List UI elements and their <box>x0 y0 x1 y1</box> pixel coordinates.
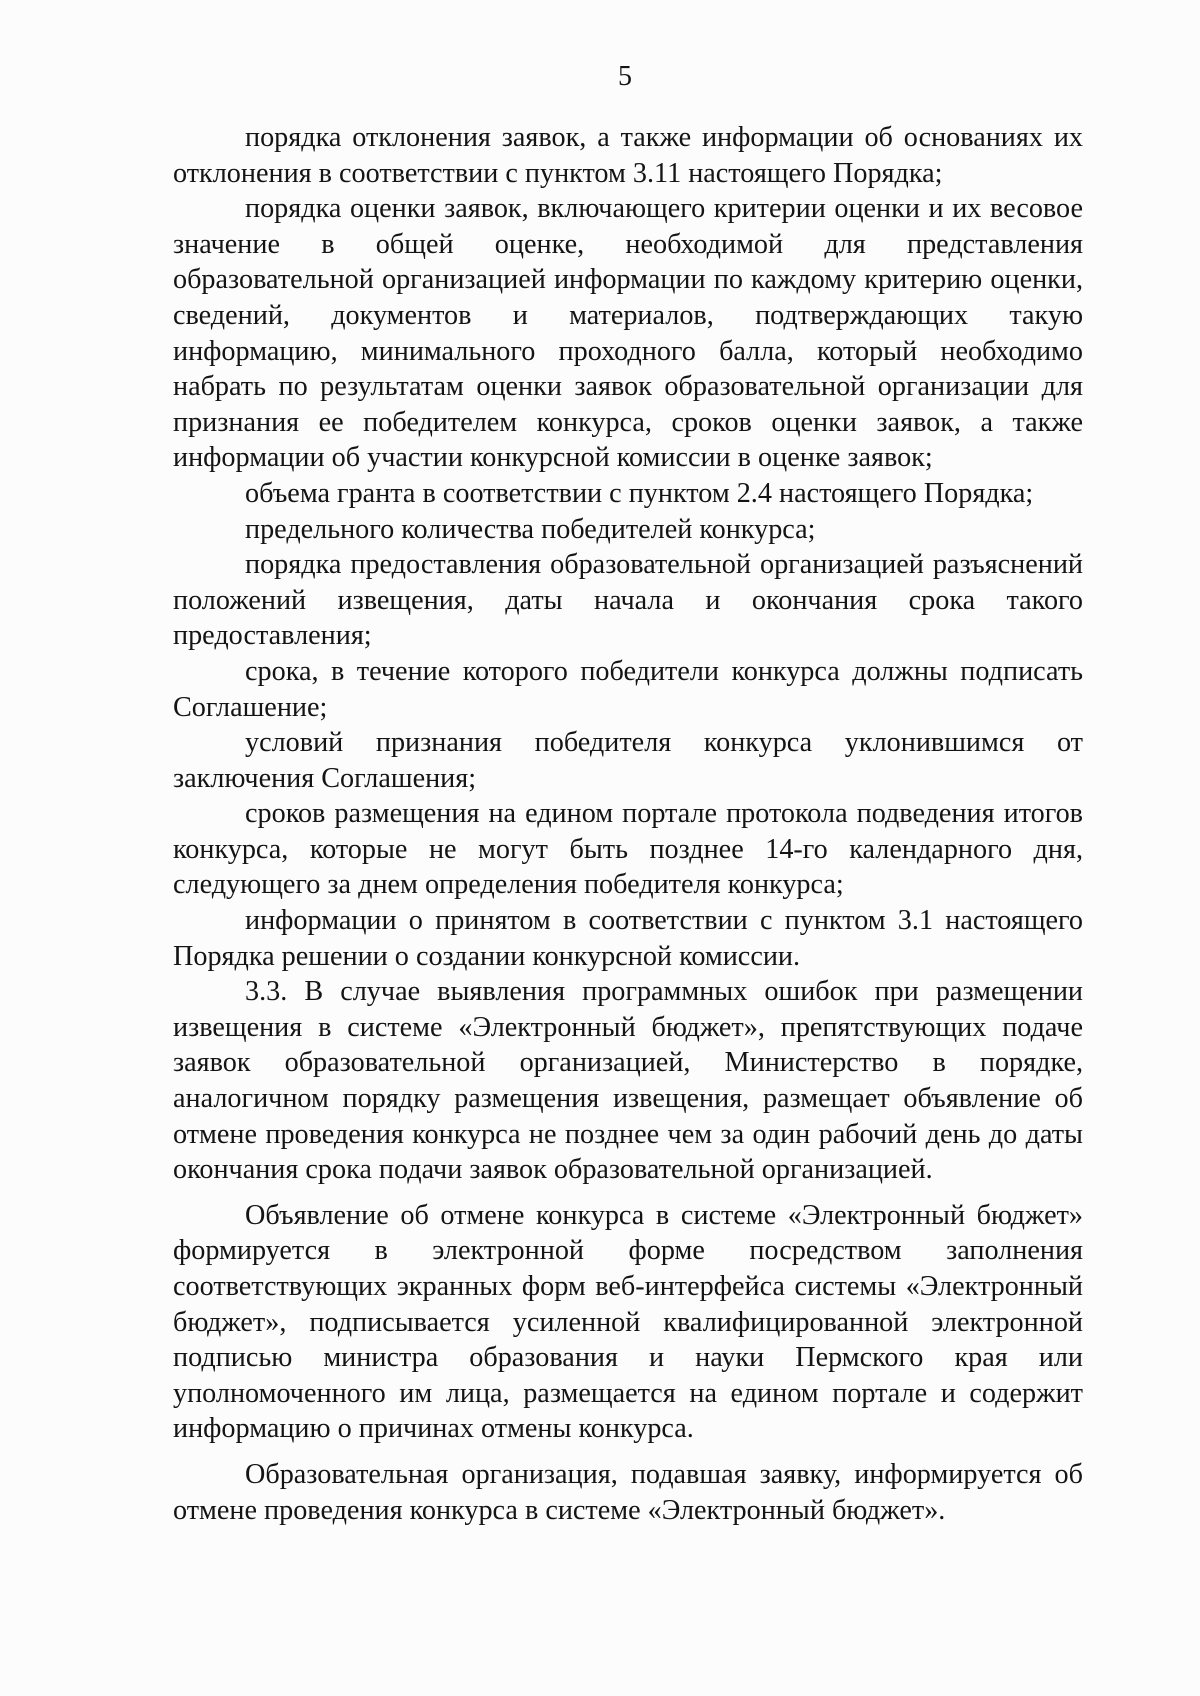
paragraph-evasion-conditions: условий признания победителя конкурса уклонившимся от заключения Соглашения; <box>173 727 1083 794</box>
paragraph-section-3-3: 3.3. В случае выявления программных ошибок при размещении извещения в системе «Электронный бюджет», препятствующих подаче заявок образовательной организацией, Министерство в порядке, аналогичном порядку размещения извещения, размещает объявление об отмене проведения конкурса не позднее чем за один рабочий день до даты окончания срока подачи заявок образовательной организацией. <box>173 976 1083 1186</box>
paragraph-grant-volume: объема гранта в соответствии с пунктом 2.4 настоящего Порядка; <box>245 477 1034 509</box>
paragraph-agreement-term: срока, в течение которого победители конкурса должны подписать Соглашение; <box>173 655 1083 723</box>
document-body <box>173 120 1083 1528</box>
paragraph-rejection-procedure: порядка отклонения заявок, а также информации об основаниях их отклонения в соответствии с пунктом 3.11 настоящего Порядка; <box>173 122 1083 189</box>
paragraph-evaluation-procedure: порядка оценки заявок, включающего критерии оценки и их весовое значение в общей оценке, необходимой для представления образовательной организацией информации по каждому критерию оценки, сведений, документов и материалов, подтверждающих такую информацию, минимального проходного балла, который необходимо набрать по результатам оценки заявок образовательной организации для признания ее победителем конкурса, сроков оценки заявок, а также информации об участии конкурсной комиссии в оценке заявок; <box>173 193 1083 474</box>
paragraph-cancellation-notice: Объявление об отмене конкурса в системе «Электронный бюджет» формируется в электронной форме посредством заполнения соответствующих экранных форм веб-интерфейса системы «Электронный бюджет», подписывается усиленной квалифицированной электронной подписью министра образования и науки Пермского края или уполномоченного им лица, размещается на едином портале и содержит информацию о причинах отмены конкурса. <box>173 1199 1083 1445</box>
paragraph-commission-info: информации о принятом в соответствии с пунктом 3.1 настоящего Порядка решении о создании конкурсной комиссии. <box>173 905 1083 972</box>
page-number: 5 <box>618 61 632 92</box>
paragraph-clarifications: порядка предоставления образовательной организацией разъяснений положений извещения, даты начала и окончания срока такого предоставления; <box>173 549 1083 652</box>
paragraph-applicant-notification: Образовательная организация, подавшая заявку, информируется об отмене проведения конкурса в системе «Электронный бюджет». <box>173 1458 1083 1526</box>
paragraph-protocol-terms: сроков размещения на едином портале протокола подведения итогов конкурса, которые не могут быть позднее 14-го календарного дня, следующего за днем определения победителя конкурса; <box>173 798 1083 901</box>
paragraph-winners-limit: предельного количества победителей конкурса; <box>245 513 816 545</box>
